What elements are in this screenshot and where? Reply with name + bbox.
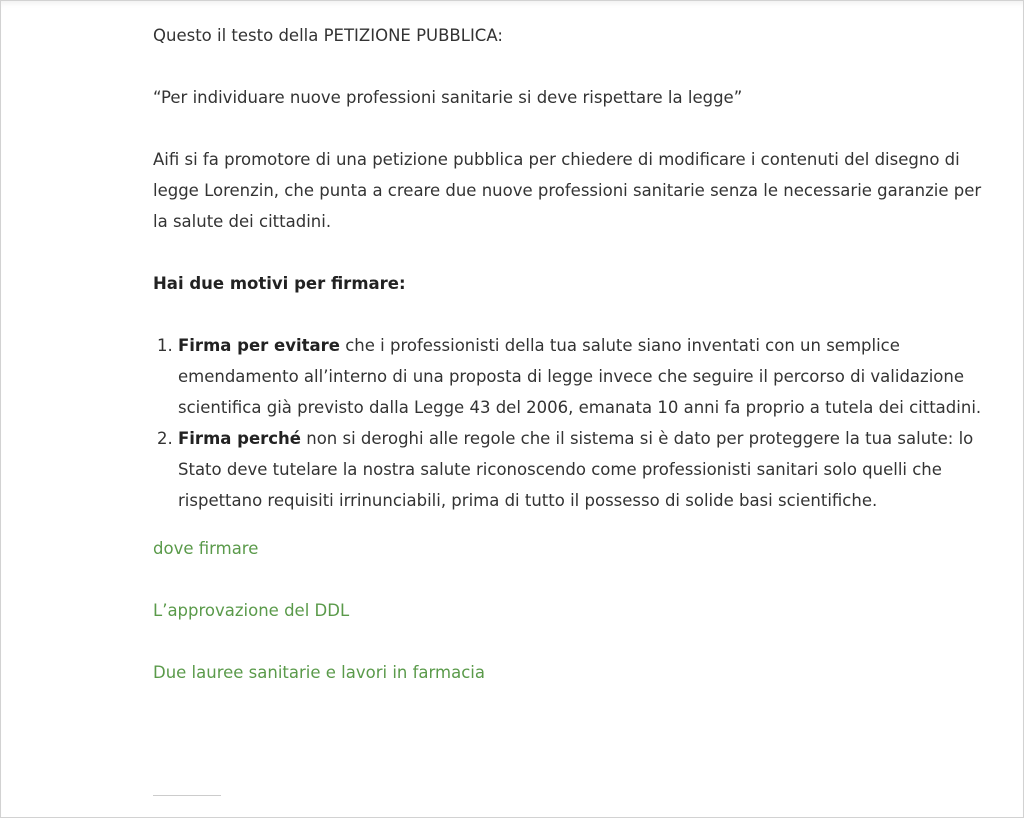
reasons-list xyxy=(153,330,983,516)
reason-1-text: che i professionisti della tua salute siano inventati con un semplice emendamento all’interno di una proposta di legge invece che seguire il percorso di validazione scientifica già previsto dalla Legge 43 del 2006, emanata 10 anni fa proprio a tutela dei cittadini. xyxy=(178,336,982,417)
article-paragraph: Aifi si fa promotore di una petizione pubblica per chiedere di modificare i contenuti del disegno di legge Lorenzin, che punta a creare due nuove professioni sanitarie senza le necessarie garanzie per la salute dei cittadini. xyxy=(153,150,982,231)
reason-1-bold: Firma per evitare xyxy=(178,336,340,355)
article-content xyxy=(153,20,983,688)
reason-item-2 xyxy=(178,423,983,516)
reason-2-text: non si deroghi alle regole che il sistema si è dato per proteggere la tua salute: lo Stato deve tutelare la nostra salute riconoscendo come professionisti sanitari solo quelli che rispettano requisiti irrinunciabili, prima di tutto il possesso di solide basi scientifiche. xyxy=(178,429,974,510)
intro-text: Questo il testo della PETIZIONE PUBBLICA: xyxy=(153,26,503,45)
approvazione-ddl-link[interactable]: L’approvazione del DDL xyxy=(153,601,350,620)
lauree-sanitarie-link[interactable]: Due lauree sanitarie e lavori in farmacia xyxy=(153,663,485,682)
quote-text: “Per individuare nuove professioni sanitarie si deve rispettare la legge” xyxy=(153,88,743,107)
dove-firmare-link[interactable]: dove firmare xyxy=(153,539,259,558)
reasons-heading: Hai due motivi per firmare: xyxy=(153,274,406,293)
reason-item-1 xyxy=(178,330,983,423)
divider-line xyxy=(153,795,221,796)
reason-2-bold: Firma perché xyxy=(178,429,301,448)
